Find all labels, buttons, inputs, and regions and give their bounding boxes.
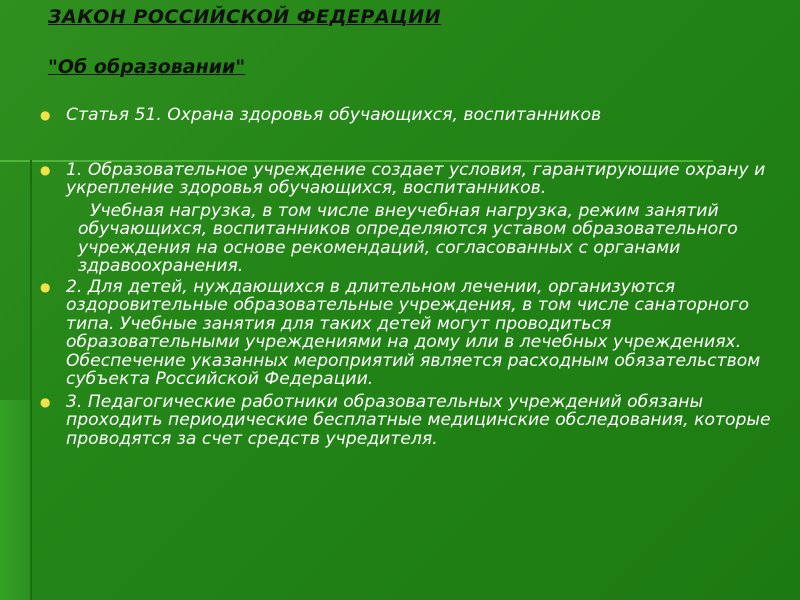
clause-2-text: 2. Для детей, нуждающихся в длительном лечении, организуются оздоровительные образовательные учреждения, в том числе санаторного типа. Учебные занятия для таких детей могут проводиться образовательными учреждениями на дому или в лечебных учреждениях. Обеспечение указанных мероприятий является расходным обязательством субъекта Российской Федерации. <box>66 276 761 389</box>
slide-subtitle: "Об образовании" <box>48 56 246 78</box>
list-item <box>40 106 785 125</box>
list-item <box>40 278 785 389</box>
bullet-icon: ● <box>40 162 51 177</box>
continuation-paragraph <box>40 202 785 276</box>
clause-1-text: 1. Образовательное учреждение создает условия, гарантирующие охрану и укрепление здоровья обучающихся, воспитанников. <box>66 159 766 198</box>
continuation-text: Учебная нагрузка, в том числе внеучебная нагрузка, режим занятий обучающихся, воспитанников определяются уставом образовательного учреждения на основе рекомендаций, согласованных с органами здравоохранения. <box>78 200 738 276</box>
slide-title: ЗАКОН РОССИЙСКОЙ ФЕДЕРАЦИИ <box>48 6 442 28</box>
list-item <box>40 393 785 449</box>
decorative-block-left <box>0 400 30 600</box>
decorative-line-left <box>30 160 32 600</box>
article-heading: Статья 51. Охрана здоровья обучающихся, воспитанников <box>66 105 602 125</box>
bullet-icon: ● <box>40 108 51 122</box>
bullet-icon: ● <box>40 279 51 294</box>
clause-3-text: 3. Педагогические работники образовательных учреждений обязаны проходить периодические бесплатные медицинские обследования, которые проводятся за счет средств учредителя. <box>66 391 771 449</box>
slide-content <box>40 106 785 448</box>
title-area <box>48 6 441 28</box>
list-item <box>40 161 785 198</box>
bullet-icon: ● <box>40 394 51 409</box>
